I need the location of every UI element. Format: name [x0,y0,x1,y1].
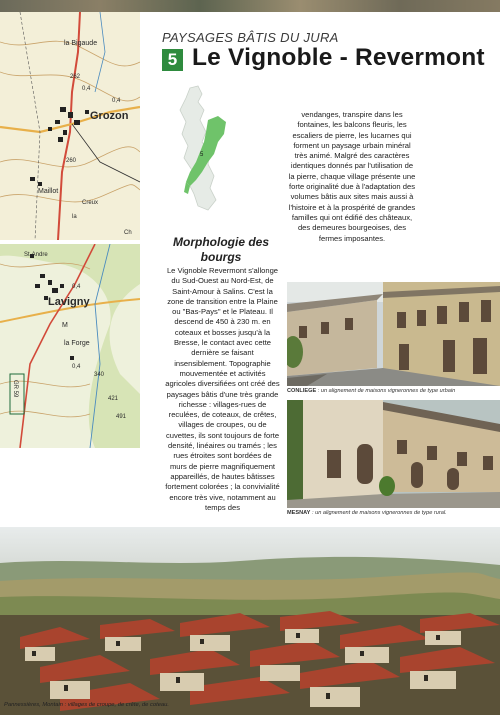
photo-village-panorama [0,527,500,715]
photo-caption-panorama: Pannessières, Montain : villages de croupe, de crête, de coteau. [4,702,169,708]
photo-caption-conliege [287,388,500,394]
map-label: la Forge [64,340,90,347]
topographic-map-lavigny [0,244,140,448]
series-kicker: PAYSAGES BÂTIS DU JURA [162,30,339,45]
caption-place-name: CONLIEGE [287,388,317,394]
map-label: 0,4 [82,86,91,92]
map-label: Maillot [38,188,59,195]
map-label: 421 [108,396,119,402]
map-label: GR 59 [12,380,18,398]
photo-caption-mesnay [287,510,500,516]
map-label: 0,4 [72,364,81,370]
caption-description: : un alignement de maisons vigneronnes de type urbain [316,388,456,394]
region-marker: 5 [200,152,204,158]
top-photo-strip [0,0,500,12]
map-label: la [72,214,77,220]
caption-description: : un alignement de maisons vigneronnes de type rural. [310,510,447,516]
body-text-left-column: Le Vignoble Revermont s'allonge du Sud-Ouest au Nord-Est, de Saint-Amour à Salins. C'est la zone de transition entre la Plaine ou "Bas-Pays" et le Plateau. Il descend de 450 à 230 m. en coteaux et bosses jusqu'à la Bresse, le contact avec cette dernière se faisant insensiblement. Topographie mouvementée et activités agricoles diversifiées ont créé des paysages bâtis d'une très grande richesse : villages-rues de reculées, de coteaux, de crêtes, villages de croupes, ou de cuvettes, ils sont toujours de forte densité, linéaires ou tramés ; les rues étroites sont bordées de murs de pierre magnifiquement appareillés, de hautes bâtisses fortement colorées ; la convivialité encore très vive, notamment au temps des [165,266,280,512]
map-label: Creux [82,200,99,206]
chapter-number-badge: 5 [162,49,183,71]
map-label: St-Andre [24,252,48,258]
map-label: Ch [124,230,132,236]
map-label: M [62,322,68,329]
map-label: 0,4 [72,284,81,290]
region-locator-map [168,84,242,214]
map-label: 260 [66,158,77,164]
map-label: la Bigaude [64,40,98,47]
photo-conliege-street [287,282,500,386]
page-title: Le Vignoble - Revermont [192,44,485,71]
photo-mesnay-street [287,400,500,508]
map-label-grozon: Grozon [90,110,129,122]
section-heading: Morphologie des bourgs [173,235,269,264]
body-text-right-column: vendanges, transpire dans les fontaines, les balcons fleuris, les escaliers de pierre, les lucarnes qui forment un paysage urbain minéral très animé. Malgré des caractères identiques donnés par l'utilisation de la pierre, chaque village présente une forte originalité due à l'adaptation des volumes bâtis aux sites mais aussi à l'histoire et à la prospérité de grandes familles qui ont édifié des châteaux, des demeures bourgeoises, des fermes imposantes. [288,110,416,243]
map-label: 262 [70,74,81,80]
caption-place-name: MESNAY [287,510,311,516]
map-label-lavigny: Lavigny [48,296,90,308]
map-label: 340 [94,372,105,378]
map-label: 0,4 [112,98,121,104]
topographic-map-grozon [0,12,140,240]
map-label: 491 [116,414,127,420]
